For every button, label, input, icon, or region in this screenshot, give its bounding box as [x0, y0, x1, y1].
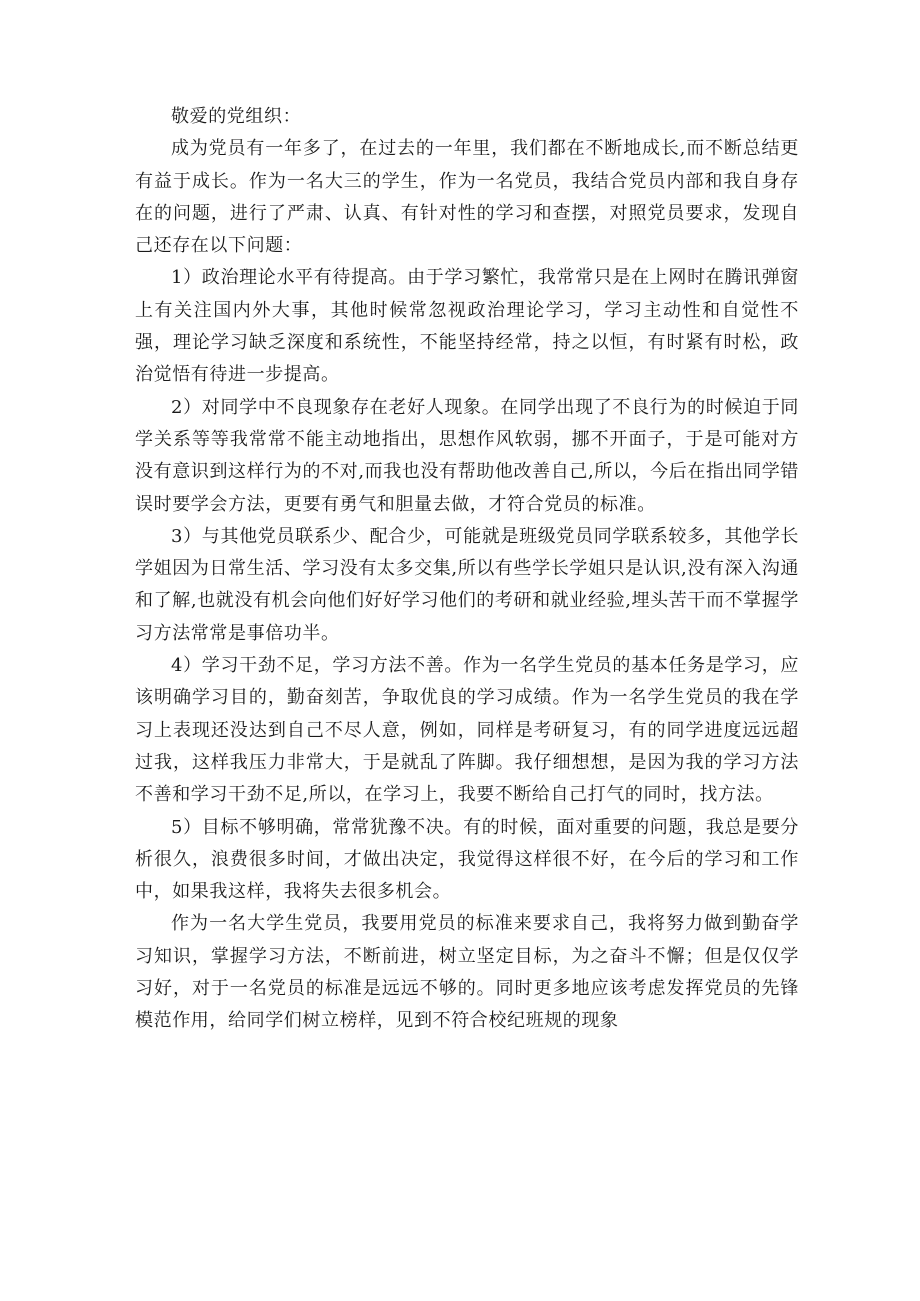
paragraph-conclusion: 作为一名大学生党员，我要用党员的标准来要求自己，我将努力做到勤奋学习知识，掌握学习方法，不断前进，树立坚定目标，为之奋斗不懈；但是仅仅学习好，对于一名党员的标准是远远不够的。同时更多地应该考虑发挥党员的先锋模范作用，给同学们树立榜样，见到不符合校纪班规的现象: [135, 913, 799, 1032]
paragraph-issue-1: 1）政治理论水平有待提高。由于学习繁忙，我常常只是在上网时在腾讯弹窗上有关注国内外大事，其他时候常忽视政治理论学习，学习主动性和自觉性不强，理论学习缺乏深度和系统性，不能坚持经常，持之以恒，有时紧有时松，政治觉悟有待进一步提高。: [135, 267, 799, 386]
paragraph-issue-5: 5）目标不够明确，常常犹豫不决。有的时候，面对重要的问题，我总是要分析很久，浪费很多时间，才做出决定，我觉得这样很不好，在今后的学习和工作中，如果我这样，我将失去很多机会。: [135, 816, 799, 903]
paragraph-issue-4: 4）学习干劲不足，学习方法不善。作为一名学生党员的基本任务是学习，应该明确学习目的，勤奋刻苦，争取优良的学习成绩。作为一名学生党员的我在学习上表现还没达到自己不尽人意，例如，同样是考研复习，有的同学进度远远超过我，这样我压力非常大，于是就乱了阵脚。我仔细想想，是因为我的学习方法不善和学习干劲不足,所以，在学习上，我要不断给自己打气的同时，找方法。: [135, 655, 799, 806]
letter-body: [135, 101, 799, 1038]
paragraph-issue-2: 2）对同学中不良现象存在老好人现象。在同学出现了不良行为的时候迫于同学关系等等我常常不能主动地指出，思想作风软弱，挪不开面子，于是可能对方没有意识到这样行为的不对,而我也没有帮助他改善自己,所以，今后在指出同学错误时要学会方法，更要有勇气和胆量去做，才符合党员的标准。: [135, 396, 799, 515]
paragraph-intro: 成为党员有一年多了，在过去的一年里，我们都在不断地成长,而不断总结更有益于成长。作为一名大三的学生，作为一名党员，我结合党员内部和我自身存在的问题，进行了严肃、认真、有针对性的学习和查摆，对照党员要求，发现自己还存在以下问题：: [135, 138, 799, 257]
paragraph-issue-3: 3）与其他党员联系少、配合少，可能就是班级党员同学联系较多，其他学长学姐因为日常生活、学习没有太多交集,所以有些学长学姐只是认识,没有深入沟通和了解,也就没有机会向他们好好学习他们的考研和就业经验,埋头苦干而不掌握学习方法常常是事倍功半。: [135, 525, 799, 644]
salutation: 敬爱的党组织：: [171, 106, 302, 127]
